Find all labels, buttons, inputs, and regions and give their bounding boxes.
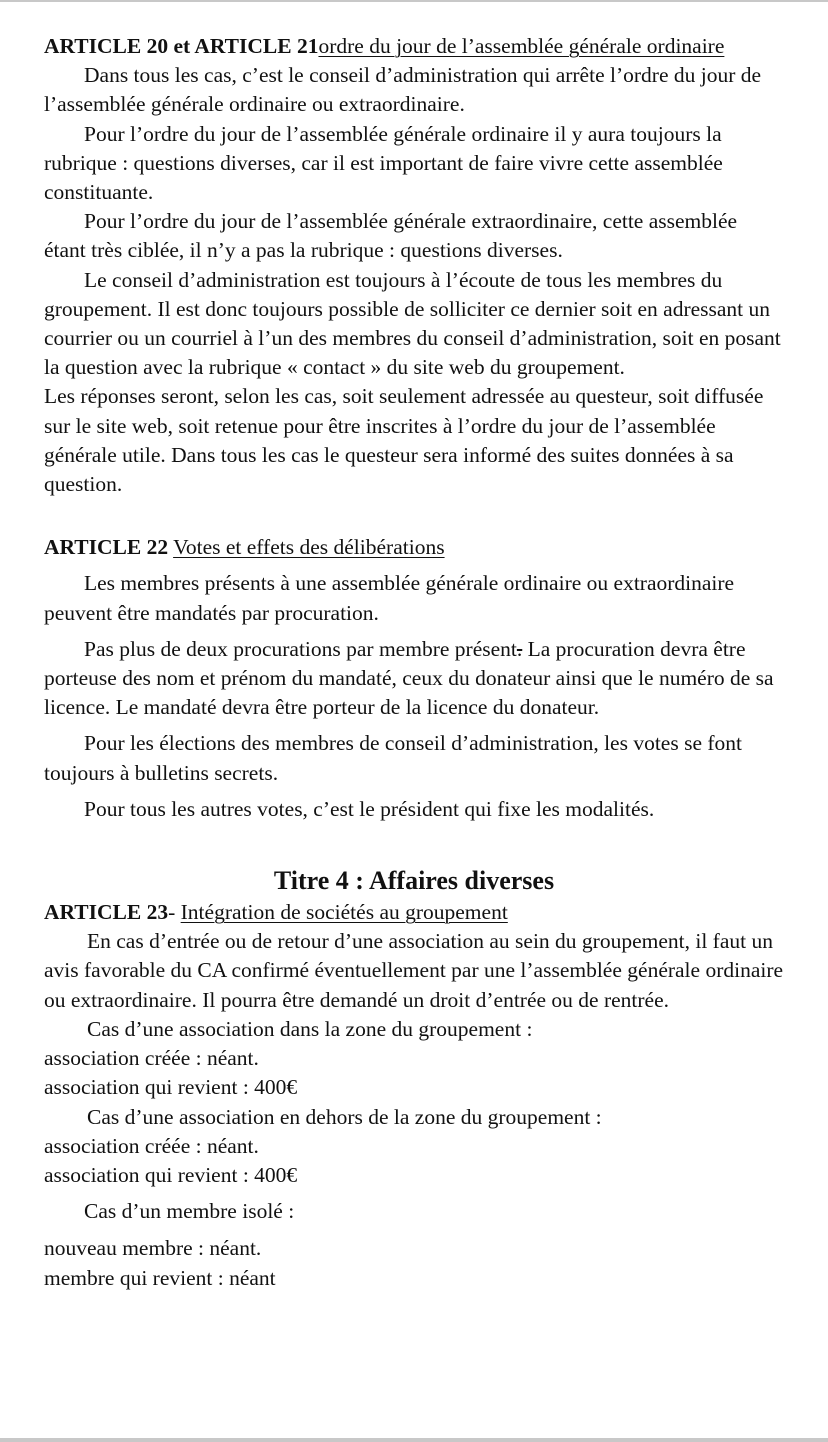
article-22-paragraph-2 xyxy=(44,635,784,723)
article-23-case-3-line-1: nouveau membre : néant. xyxy=(44,1236,262,1261)
article-22-title: Votes et effets des délibérations xyxy=(173,535,445,560)
article-20-21-paragraph-1: Dans tous les cas, c’est le conseil d’administration qui arrête l’ordre du jour de l’assemblée générale ordinaire ou extraordinaire. xyxy=(44,63,762,117)
article-22-struck-text: . xyxy=(516,636,523,661)
article-23-title: Intégration de sociétés au groupement xyxy=(180,900,508,925)
article-23-paragraph-1: En cas d’entrée ou de retour d’une association au sein du groupement, il faut un avis favorable du CA confirmé éventuellement par une l’assemblée générale ordinaire ou extraordinaire. Il pourra être demandé un droit d’entrée ou de rentrée. xyxy=(44,929,784,1012)
section-title: Titre 4 : Affaires diverses xyxy=(273,866,555,896)
article-23-case-2-line-1: association créée : néant. xyxy=(44,1133,259,1158)
page-bottom-border xyxy=(0,1438,828,1442)
article-20-21-paragraph-2: Pour l’ordre du jour de l’assemblée générale ordinaire il y aura toujours la rubrique : questions diverses, car il est important de faire vivre cette assemblée constituante. xyxy=(44,121,723,205)
article-23-case-2: Cas d’une association en dehors de la zone du groupement : xyxy=(87,1104,602,1129)
article-20-21-title: ordre du jour de l’assemblée générale ordinaire xyxy=(318,34,725,58)
article-22-heading xyxy=(44,533,784,562)
article-23-label: ARTICLE 23 xyxy=(44,900,169,925)
article-23-separator: - xyxy=(168,900,181,925)
article-23-case-1-line-1: association créée : néant. xyxy=(44,1046,259,1071)
article-20-21-paragraph-5: Les réponses seront, selon les cas, soit seulement adressée au questeur, soit diffusée sur le site web, soit retenue pour être inscrites à l’ordre du jour de l’assemblée générale utile. Dans tous les cas le questeur sera informé des suites données à sa question. xyxy=(44,384,764,497)
document-page xyxy=(44,32,784,1293)
article-20-21-paragraph-3: Pour l’ordre du jour de l’assemblée générale extraordinaire, cette assemblée étant très ciblée, il n’y a pas la rubrique : questions diverses. xyxy=(44,209,738,263)
article-20-21-label: ARTICLE 20 et ARTICLE 21 xyxy=(44,34,319,58)
article-23-case-3: Cas d’un membre isolé : xyxy=(84,1199,295,1224)
article-23-heading xyxy=(44,898,784,927)
article-22-paragraph-3: Pour les élections des membres de conseil d’administration, les votes se font toujours à bulletins secrets. xyxy=(44,731,742,785)
article-23-case-3-line-2: membre qui revient : néant xyxy=(44,1265,276,1290)
page-top-border xyxy=(0,0,828,2)
article-20-21-heading xyxy=(44,32,784,61)
article-20-21-paragraph-4: Le conseil d’administration est toujours à l’écoute de tous les membres du groupement. Il est donc toujours possible de solliciter ce dernier soit en adressant un courrier ou un courriel à l’un des membres du conseil d’administration, soit en posant la question avec la rubrique « contact » du site web du groupement. xyxy=(44,267,781,380)
article-22-paragraph-2-start: Pas plus de deux procurations par membre présent xyxy=(84,636,517,661)
article-22-paragraph-4: Pour tous les autres votes, c’est le président qui fixe les modalités. xyxy=(84,796,655,821)
article-22-paragraph-2-end: La procuration devra être porteuse des nom et prénom du mandaté, ceux du donateur ainsi que le numéro de sa licence. Le mandaté devra être porteur de la licence du donateur. xyxy=(44,636,774,720)
article-23-case-1: Cas d’une association dans la zone du groupement : xyxy=(87,1016,533,1041)
article-23-case-2-line-2: association qui revient : 400€ xyxy=(44,1162,298,1187)
article-23-case-1-line-2: association qui revient : 400€ xyxy=(44,1075,298,1100)
article-22-paragraph-1: Les membres présents à une assemblée générale ordinaire ou extraordinaire peuvent être mandatés par procuration. xyxy=(44,571,735,625)
article-22-label: ARTICLE 22 xyxy=(44,535,169,560)
